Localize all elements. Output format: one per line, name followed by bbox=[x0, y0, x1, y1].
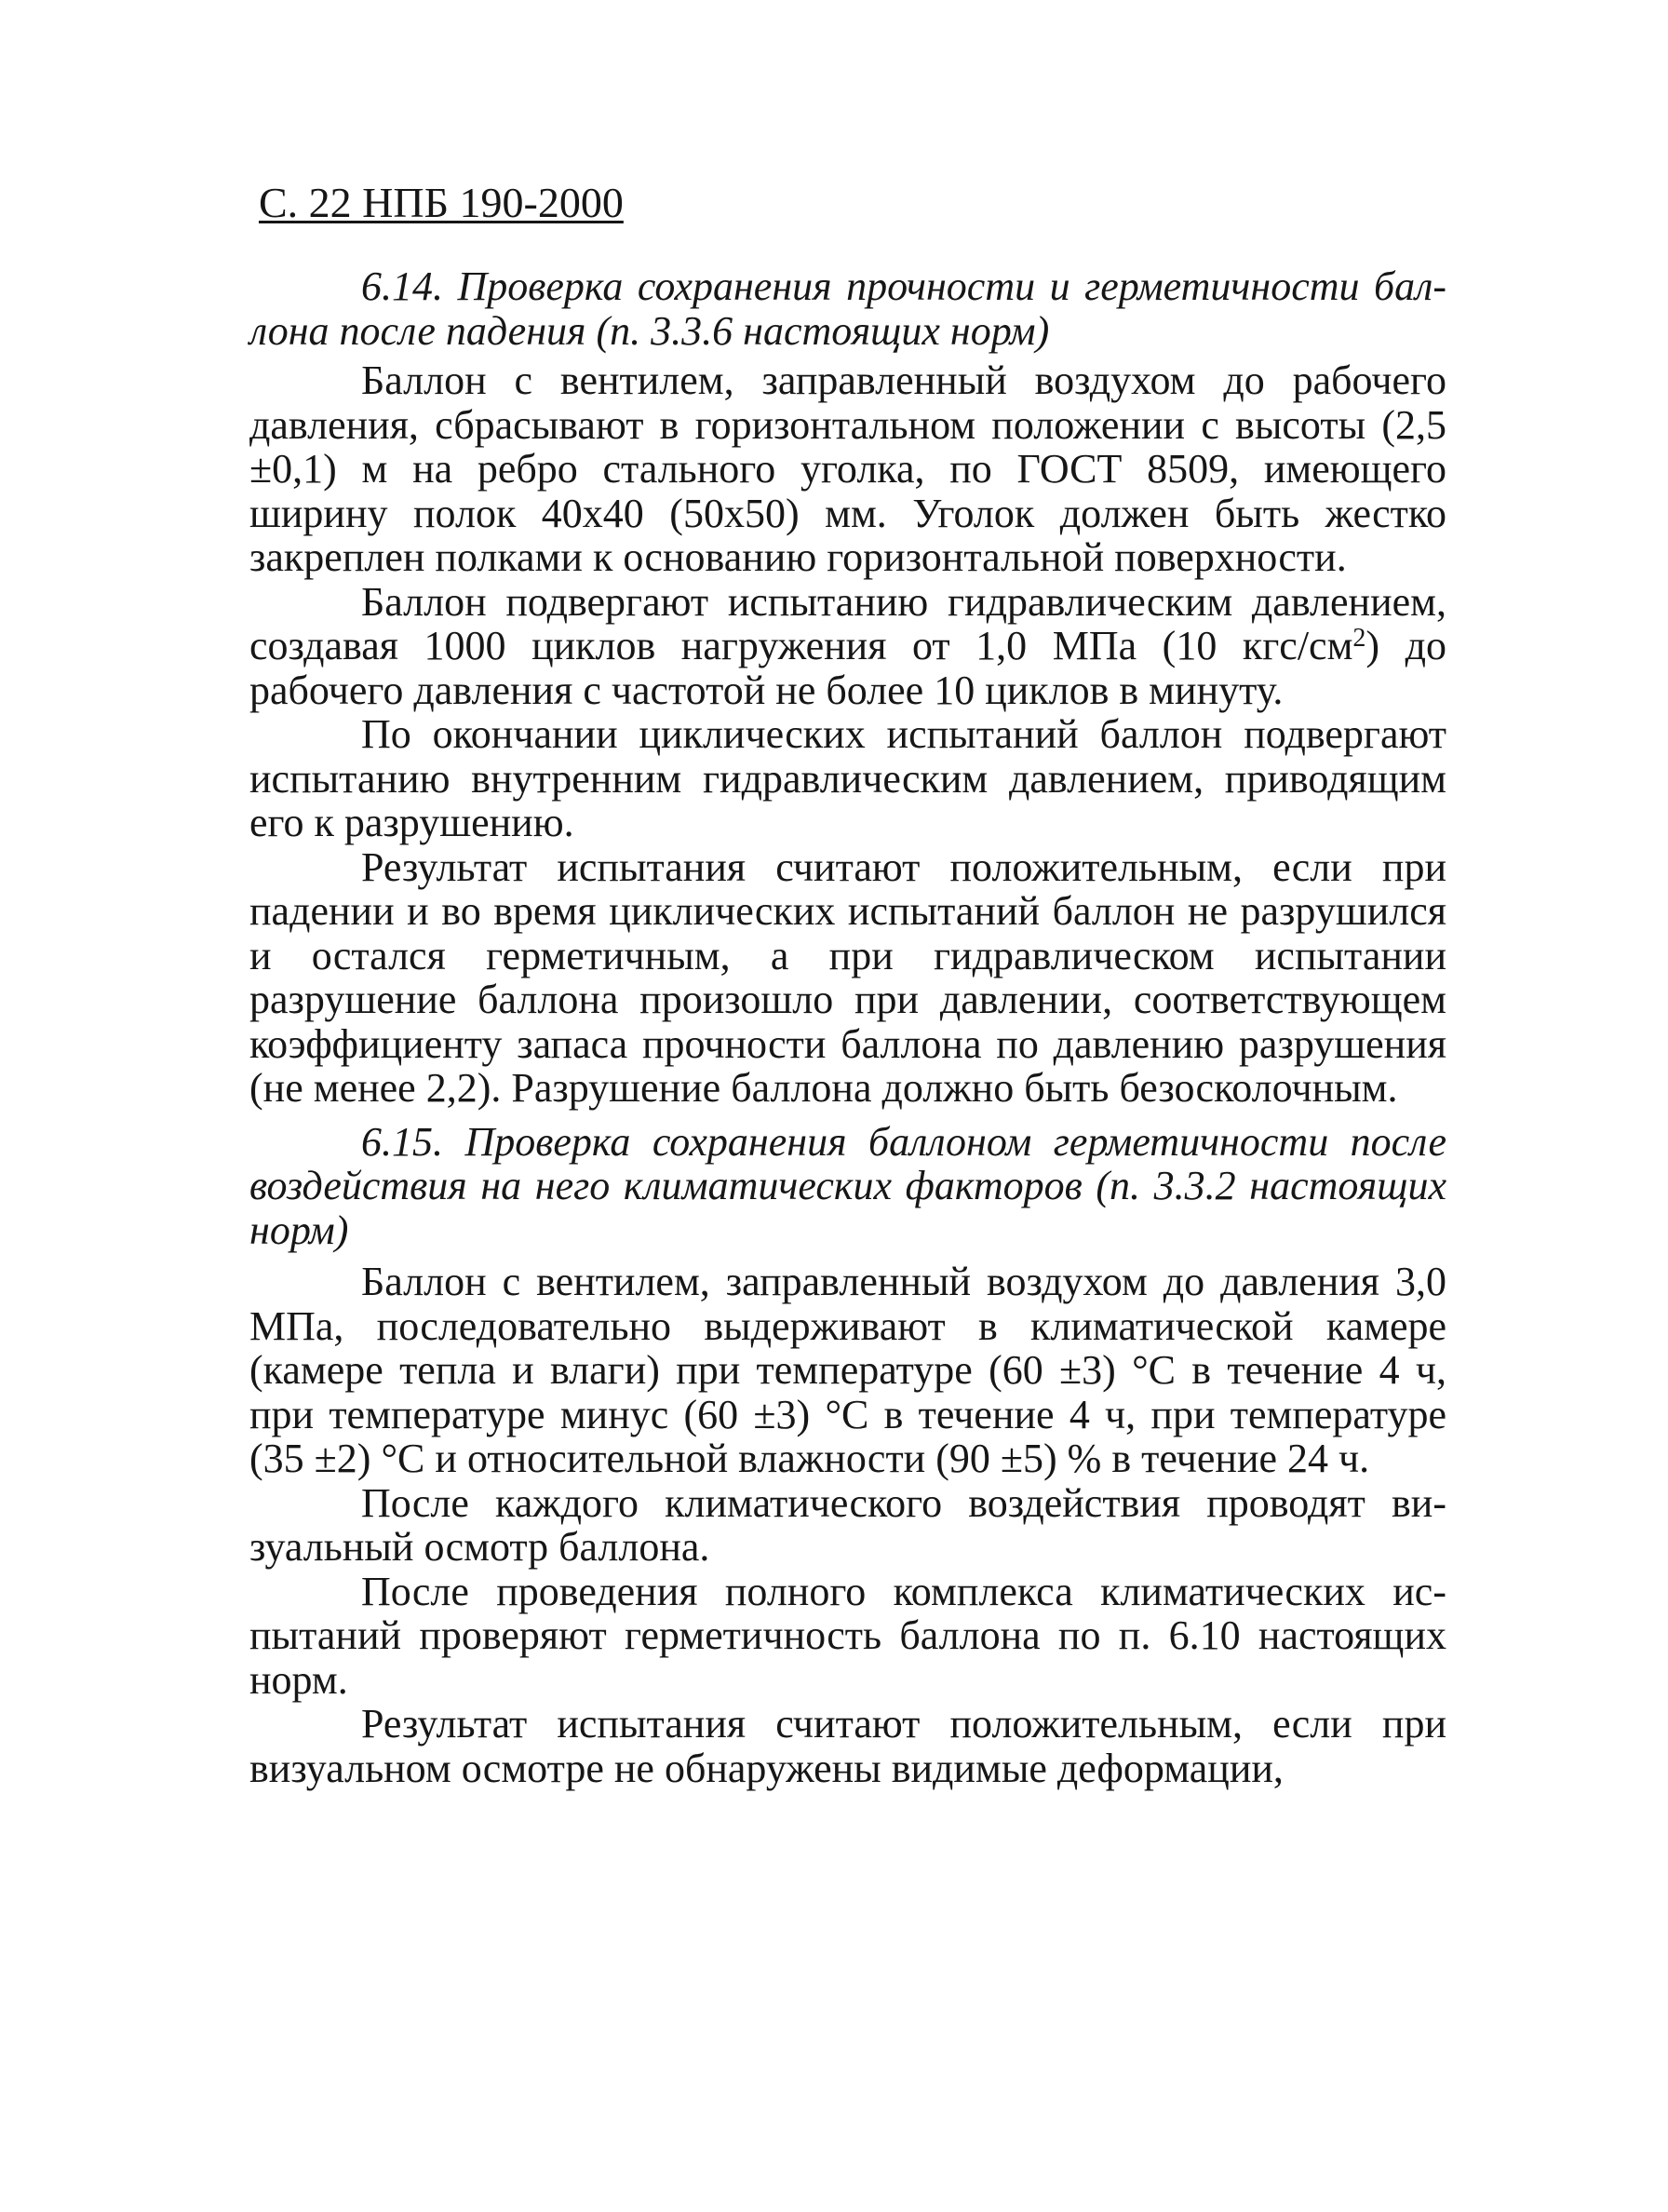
superscript-2: 2 bbox=[1352, 624, 1366, 653]
paragraph-2-text-start: Баллон подвергают испытанию гидравлическим давлением, создавая 1000 циклов нагружения от 1,0 МПа (10 кгс/см bbox=[249, 578, 1446, 668]
paragraph-2-text-end: ) до рабочего давления с частотой не более 10 циклов в минуту. bbox=[249, 623, 1446, 713]
section-6-14-paragraph-4: Результат испытания считают положительным, если при падении и во время циклических испытаний баллон не разрушился и остался герметичным, а при гидравлическом испытании разрушение баллона произошло при давлении, соответствующем коэффициенту запаса прочности баллона по давлению разрушения (не менее 2,2). Разрушение баллона должно быть безосколочным. bbox=[249, 843, 1446, 1111]
page-header: С. 22 НПБ 190-2000 bbox=[259, 179, 624, 226]
section-6-15-paragraph-3: После проведения полного комплекса климатических испытаний проверяют герметичность баллона по п. 6.10 настоящих норм. bbox=[249, 1568, 1446, 1703]
section-6-15-paragraph-4: Результат испытания считают положительным, если при визуальном осмотре не обнаружены видимые деформации, bbox=[249, 1701, 1446, 1791]
page-body bbox=[249, 264, 1446, 1790]
section-6-15-title: 6.15. Проверка сохранения баллоном герметичности после воздействия на него климатических факторов (п. 3.3.2 настоящих норм) bbox=[249, 1118, 1446, 1253]
section-6-15-paragraph-2: После каждого климатического воздействия проводят визуальный осмотр баллона. bbox=[249, 1479, 1446, 1570]
section-6-14-paragraph-3: По окончании циклических испытаний баллон подвергают испытанию внутренним гидравлическим давлением, приводящим его к разрушению. bbox=[249, 711, 1446, 845]
section-6-14-paragraph-2 bbox=[249, 580, 1446, 713]
section-6-14-paragraph-1: Баллон с вентилем, заправленный воздухом до рабочего давления, сбрасывают в горизонтальном положении с высоты (2,5 ±0,1) м на ребро стального уголка, по ГОСТ 8509, имеющего ширину полок 40x40 (50x50) мм. Уголок должен быть жестко закреплен полками к основанию горизонтальной поверхности. bbox=[249, 357, 1446, 580]
section-6-14-title: 6.14. Проверка сохранения прочности и герметичности баллона после падения (п. 3.3.6 настоящих норм) bbox=[249, 263, 1446, 354]
section-6-15-paragraph-1: Баллон с вентилем, заправленный воздухом до давления 3,0 МПа, последовательно выдерживают в климатической камере (камере тепла и влаги) при температуре (60 ±3) °С в течение 4 ч, при температуре минус (60 ±3) °С в течение 4 ч, при температуре (35 ±2) °С и относительной влажности (90 ±5) % в течение 24 ч. bbox=[249, 1259, 1446, 1481]
